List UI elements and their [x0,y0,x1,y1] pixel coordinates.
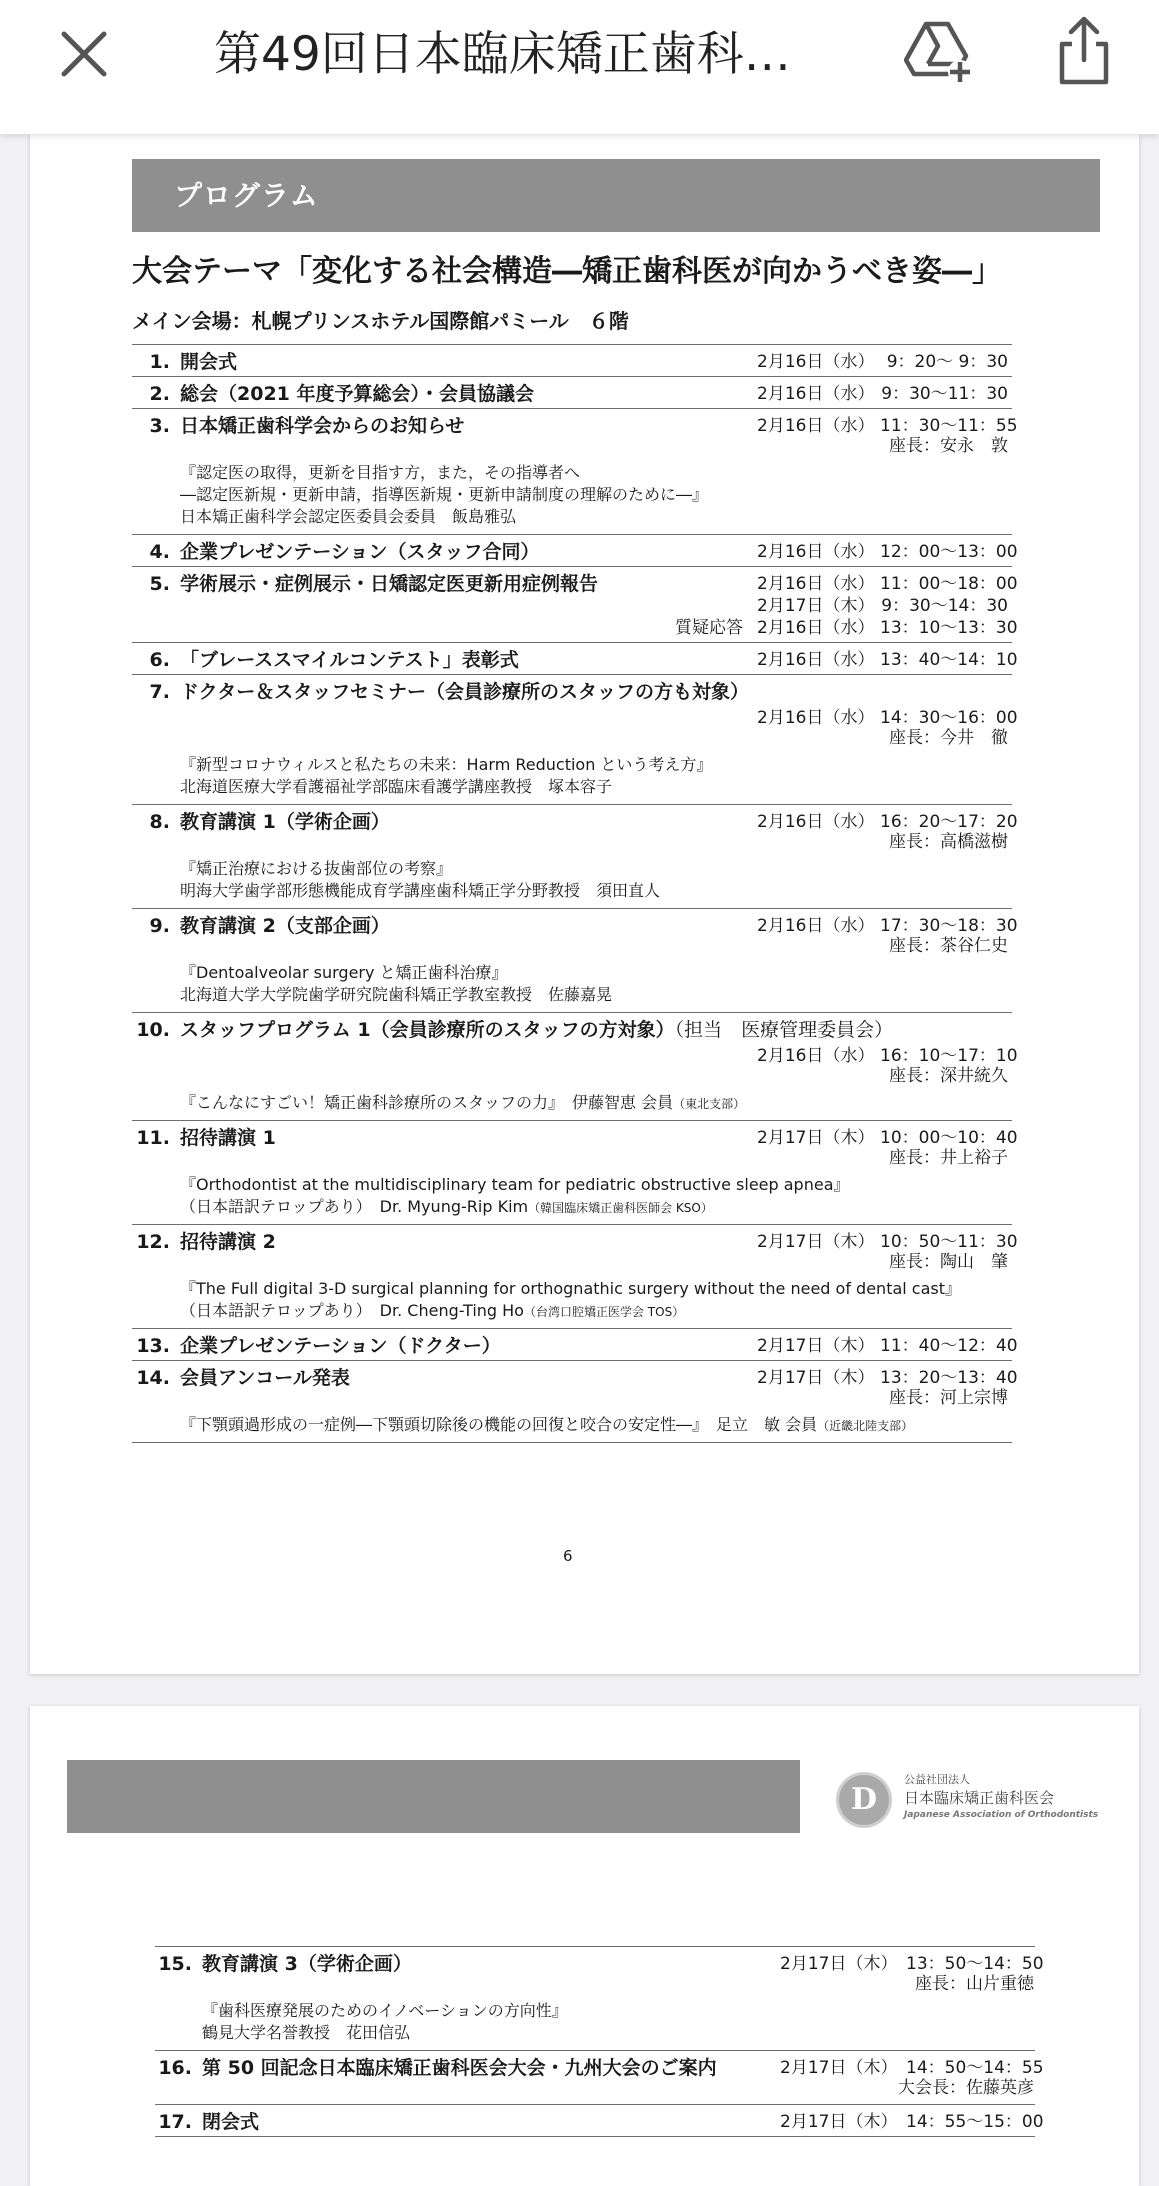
item-description: 『こんなにすごい！矯正歯科診療所のスタッフの力』 伊藤智恵 会員（東北支部） [180,1093,746,1112]
logo-emblem: D [836,1772,892,1828]
item-title: スタッフプログラム 1（会員診療所のスタッフの方対象）（担当 医療管理委員会） [180,1019,894,1041]
item-date: 2月16日（水） [757,1046,875,1066]
item-time: 9：30～11：30 [881,384,1008,404]
item-number: 17. [158,2111,192,2133]
logo-line-1: 公益社団法人 [904,1773,970,1786]
divider [132,534,1012,535]
document-title: 第49回日本臨床矯正歯科… [214,27,791,82]
divider [155,1946,1035,1947]
item-title: 学術展示・症例展示・日矯認定医更新用症例報告 [180,573,599,595]
section-banner: プログラム [132,159,1100,232]
item-date: 2月17日（木） [780,2058,898,2078]
item-date: 2月17日（木） [757,1232,875,1252]
item-time: 14：55～15：00 [906,2112,1044,2132]
chairperson: 座長：河上宗博 [889,1388,1008,1408]
item-title: 招待講演 1 [180,1127,276,1149]
section-banner [67,1760,800,1833]
item-number: 3. [149,415,170,437]
item-time: 11：30～11：55 [880,416,1018,436]
item-number: 15. [158,1953,192,1975]
divider [132,1012,1012,1013]
item-date: 2月16日（水） [757,708,875,728]
conference-theme: 大会テーマ「変化する社会構造―矯正歯科医が向かうべき姿―」 [132,254,1002,289]
item-title: 閉会式 [202,2111,260,2133]
chairperson: 座長：高橋滋樹 [889,832,1008,852]
item-number: 16. [158,2057,192,2079]
item-title: 「ブレーススマイルコンテスト」表彰式 [180,649,519,671]
divider [132,1328,1012,1329]
item-date: 2月17日（木） [780,2112,898,2132]
item-date: 2月17日（木） [757,596,875,616]
item-description: 『新型コロナウィルスと私たちの未来：Harm Reduction という考え方』 [180,755,713,774]
chairperson: 座長：茶谷仁史 [889,936,1008,956]
top-bar [0,0,1159,134]
chairperson: 大会長：佐藤英彦 [898,2078,1034,2098]
item-title: 教育講演 2（支部企画） [180,915,390,937]
item-number: 12. [136,1231,170,1253]
item-date: 2月16日（水） [757,916,875,936]
item-date: 2月17日（木） [757,1128,875,1148]
item-date: 2月17日（木） [780,1954,898,1974]
item-title: 総会（2021 年度予算総会）・会員協議会 [180,383,534,405]
item-number: 14. [136,1367,170,1389]
share-icon [1054,14,1114,88]
item-title: ドクター＆スタッフセミナー（会員診療所のスタッフの方も対象） [180,681,750,703]
logo-line-2: 日本臨床矯正歯科医会 [904,1789,1055,1807]
item-time: 14：50～14：55 [906,2058,1044,2078]
item-description: 日本矯正歯科学会認定医委員会委員 飯島雅弘 [180,507,517,526]
item-description: 鶴見大学名誉教授 花田信弘 [202,2023,411,2042]
item-date: 2月16日（水） [757,650,875,670]
item-title: 教育講演 1（学術企画） [180,811,390,833]
item-description: 『The Full digital 3-D surgical planning for orthognathic surgery without the need of dental cast』 [180,1279,962,1298]
chairperson: 座長：井上裕子 [889,1148,1008,1168]
item-date: 2月16日（水） [757,812,875,832]
divider [132,1360,1012,1361]
item-description: 北海道医療大学看護福祉学部臨床看護学講座教授 塚本容子 [180,777,613,796]
item-description: 明海大学歯学部形態機能成育学講座歯科矯正学分野教授 須田直人 [180,881,661,900]
item-time: 16：20～17：20 [880,812,1018,832]
item-description: 『下顎頭過形成の一症例―下顎頭切除後の機能の回復と咬合の安定性―』 足立 敏 会員（近畿北陸支部） [180,1415,914,1434]
divider [132,908,1012,909]
divider [132,1120,1012,1121]
divider [132,408,1012,409]
item-description: ―認定医新規・更新申請，指導医新規・更新申請制度の理解のために―』 [180,485,709,504]
item-date: 2月17日（木） [757,1336,875,1356]
item-title: 招待講演 2 [180,1231,276,1253]
chairperson: 座長：安永 敦 [889,436,1008,456]
document-page-6 [30,134,1139,1674]
item-description: 『Dentoalveolar surgery と矯正歯科治療』 [180,963,508,982]
chairperson: 座長：陶山 肇 [889,1252,1008,1272]
affiliation-note: （韓国臨床矯正歯科医師会 KSO） [528,1201,713,1215]
logo-line-3: Japanese Association of Orthodontists [904,1810,1099,1820]
item-date: 2月16日（水） [757,574,875,594]
close-icon [52,22,116,86]
item-date: 2月17日（木） [757,1368,875,1388]
item-time: 13：50～14：50 [906,1954,1044,1974]
divider [155,2050,1035,2051]
item-date: 2月16日（水） [757,618,875,638]
item-number: 9. [149,915,170,937]
document-page-7 [30,1706,1139,2186]
item-description: 『Orthodontist at the multidisciplinary team for pediatric obstructive sleep apnea』 [180,1175,850,1194]
chairperson: 座長：山片重徳 [915,1974,1034,1994]
item-time: 9：20～ 9：30 [886,352,1008,372]
date-label: 質疑応答 [675,618,743,638]
item-number: 5. [149,573,170,595]
item-time: 13：40～14：10 [880,650,1018,670]
main-venue: メイン会場：札幌プリンスホテル国際館パミール ６階 [132,309,629,333]
item-title: 日本矯正歯科学会からのお知らせ [180,415,465,437]
item-number: 13. [136,1335,170,1357]
item-number: 8. [149,811,170,833]
item-time: 13：20～13：40 [880,1368,1018,1388]
affiliation-note: （東北支部） [673,1097,746,1111]
item-title-note: （担当 医療管理委員会） [674,1019,894,1041]
item-number: 7. [149,681,170,703]
divider [132,376,1012,377]
divider [132,566,1012,567]
item-time: 11：00～18：00 [880,574,1018,594]
divider [132,804,1012,805]
item-time: 16：10～17：10 [880,1046,1018,1066]
item-number: 10. [136,1019,170,1041]
item-time: 9：30～14：30 [881,596,1008,616]
item-date: 2月16日（水） [757,384,875,404]
divider [132,1224,1012,1225]
item-number: 6. [149,649,170,671]
item-number: 11. [136,1127,170,1149]
item-description: （日本語訳テロップあり） Dr. Myung-Rip Kim（韓国臨床矯正歯科医師会 KSO） [180,1197,713,1216]
item-description: 『矯正治療における抜歯部位の考察』 [180,859,453,878]
item-number: 1. [149,351,170,373]
item-time: 17：30～18：30 [880,916,1018,936]
item-description: 『認定医の取得，更新を目指す方，また，その指導者へ [180,463,581,482]
item-description: 北海道大学大学院歯学研究院歯科矯正学教室教授 佐藤嘉晃 [180,985,613,1004]
divider [132,674,1012,675]
item-title: 開会式 [180,351,238,373]
item-title: 第 50 回記念日本臨床矯正歯科医会大会・九州大会のご案内 [202,2057,717,2079]
divider [155,2136,1035,2137]
item-description: （日本語訳テロップあり） Dr. Cheng-Ting Ho（台湾口腔矯正医学会 TOS） [180,1301,685,1320]
share-button[interactable] [1054,14,1114,88]
item-title: 教育講演 3（学術企画） [202,1953,412,1975]
chairperson: 座長：今井 徹 [889,728,1008,748]
chairperson: 座長：深井統久 [889,1066,1008,1086]
close-button[interactable] [52,22,116,86]
page-number: 6 [563,1547,573,1565]
item-time: 14：30～16：00 [880,708,1018,728]
item-time: 11：40～12：40 [880,1336,1018,1356]
item-time: 12：00～13：00 [880,542,1018,562]
item-title: 会員アンコール発表 [180,1367,350,1389]
divider [155,2104,1035,2105]
item-number: 4. [149,541,170,563]
item-date: 2月16日（水） [757,542,875,562]
item-time: 13：10～13：30 [880,618,1018,638]
divider [132,1442,1012,1443]
item-title: 企業プレゼンテーション（ドクター） [180,1335,501,1357]
item-date: 2月16日（水） [757,416,875,436]
item-description: 『歯科医療発展のためのイノベーションの方向性』 [202,2001,568,2020]
affiliation-note: （近畿北陸支部） [817,1419,914,1433]
add-to-drive-button[interactable] [904,18,976,86]
divider [132,642,1012,643]
item-time: 10：00～10：40 [880,1128,1018,1148]
item-title: 企業プレゼンテーション（スタッフ合同） [180,541,540,563]
divider [132,344,1012,345]
item-time: 10：50～11：30 [880,1232,1018,1252]
association-logo [836,1772,1099,1828]
item-number: 2. [149,383,170,405]
add-to-drive-icon [904,18,976,86]
affiliation-note: （台湾口腔矯正医学会 TOS） [523,1305,685,1319]
item-date: 2月16日（水） [757,352,875,372]
